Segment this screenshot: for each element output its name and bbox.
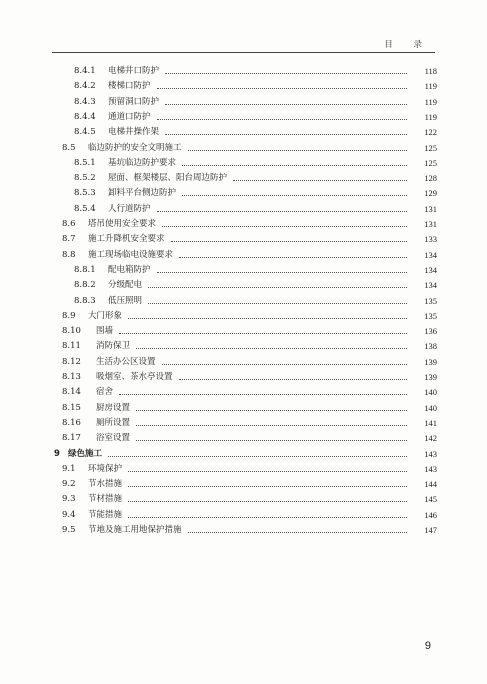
- toc-leader-dots: [165, 121, 407, 135]
- toc-entry-number: 8.17: [62, 433, 81, 444]
- toc-leader-dots: [179, 366, 407, 380]
- toc-entry-number: 8.15: [62, 402, 81, 413]
- toc-entry-title: 宿舍: [96, 387, 114, 398]
- toc-leader-dots: [136, 412, 407, 426]
- toc-entry-page: 142: [424, 433, 437, 444]
- toc-entry-number: 8.14: [62, 387, 81, 398]
- toc-leader-dots: [171, 228, 407, 242]
- toc-entry[interactable]: [0, 523, 487, 537]
- toc-entry-number: 8.4.3: [74, 96, 96, 107]
- toc-entry-number: 8.5.2: [74, 173, 96, 184]
- toc-entry-page: 128: [424, 173, 437, 184]
- toc-leader-dots: [128, 473, 407, 487]
- toc-entry-title: 绿色施工: [68, 448, 103, 459]
- toc-entry-number: 8.8.1: [74, 264, 96, 275]
- toc-entry-number: 8.4.4: [74, 111, 96, 122]
- toc-entry-title: 低压照明: [108, 295, 143, 306]
- toc-leader-dots: [128, 305, 407, 319]
- toc-leader-dots: [188, 519, 407, 533]
- toc-entry-page: 138: [424, 341, 437, 352]
- toc-entry-page: 131: [424, 219, 437, 229]
- toc-entry-page: 147: [424, 525, 437, 535]
- toc-entry-title: 电梯井口防护: [108, 66, 160, 76]
- toc-entry-page: 140: [424, 402, 437, 413]
- toc-entry-title: 基坑临边防护要求: [108, 157, 177, 168]
- toc-entry-page: 136: [424, 326, 437, 337]
- toc-entry-page: 145: [424, 494, 437, 505]
- toc-entry-title: 电梯井操作架: [108, 127, 160, 138]
- toc-entry-number: 9.2: [62, 479, 76, 490]
- toc-entry-page: 134: [424, 264, 437, 275]
- header-title: 目 录: [384, 40, 431, 50]
- toc-entry-title: 临边防护的安全文明施工: [88, 142, 182, 153]
- toc-entry-page: 125: [424, 157, 437, 168]
- toc-entry-page: 135: [424, 310, 437, 321]
- toc-leader-dots: [148, 290, 407, 304]
- toc-entry-title: 节能措施: [88, 509, 123, 520]
- toc-entry-title: 环境保护: [88, 463, 123, 474]
- toc-entry-title: 节水措施: [88, 479, 123, 490]
- toc-leader-dots: [136, 427, 407, 441]
- toc-entry-page: 144: [424, 479, 437, 490]
- toc-entry-page: 143: [424, 463, 437, 474]
- toc-entry-number: 8.4.1: [74, 66, 96, 76]
- toc-leader-dots: [179, 244, 407, 258]
- toc-entry-title: 节地及施工用地保护措施: [88, 525, 182, 535]
- toc-entry-number: 9: [54, 448, 60, 459]
- toc-leader-dots: [157, 198, 407, 212]
- toc-entry-title: 卸料平台侧边防护: [108, 188, 177, 199]
- toc-entry-title: 吸烟室、茶水亭设置: [96, 372, 173, 382]
- toc-entry-title: 生活办公区设置: [96, 356, 156, 367]
- toc-entry-page: 135: [424, 295, 437, 306]
- toc-entry-number: 8.5.3: [74, 188, 96, 199]
- toc-entry-title: 人行道防护: [108, 203, 151, 214]
- toc-entry-number: 8.6: [62, 219, 76, 229]
- toc-entry-number: 8.12: [62, 356, 81, 367]
- toc-entry-number: 8.13: [62, 372, 81, 382]
- toc-entry-page: 119: [424, 111, 437, 122]
- toc-entry-title: 节材措施: [88, 494, 123, 505]
- toc-entry-page: 140: [424, 387, 437, 398]
- toc-entry-page: 119: [424, 81, 437, 92]
- toc-entry-title: 屋面、框架楼层、阳台周边防护: [108, 173, 228, 184]
- toc-leader-dots: [162, 351, 407, 365]
- toc-entry-page: 139: [424, 356, 437, 367]
- toc-entry-title: 大门形象: [88, 310, 123, 321]
- toc-entry-page: 139: [424, 372, 437, 382]
- header-rule: [52, 52, 435, 53]
- toc-leader-dots: [188, 137, 407, 151]
- toc-leader-dots: [233, 167, 407, 181]
- toc-entry-page: 119: [424, 96, 437, 107]
- toc-entry-number: 8.8: [62, 249, 76, 260]
- toc-entry-number: 8.8.3: [74, 295, 96, 306]
- toc-leader-dots: [157, 259, 407, 273]
- toc-entry-number: 9.3: [62, 494, 76, 505]
- toc-entry-title: 通道口防护: [108, 111, 151, 122]
- toc-entry-number: 8.11: [62, 341, 81, 352]
- toc-entry-number: 8.4.2: [74, 81, 96, 92]
- toc-entry-title: 塔吊使用安全要求: [88, 219, 157, 229]
- toc-entry-page: 143: [424, 448, 437, 459]
- toc-entry-title: 分级配电: [108, 280, 143, 291]
- toc-leader-dots: [108, 443, 407, 457]
- toc-entry-number: 8.7: [62, 234, 76, 245]
- toc-entry-number: 9.1: [62, 463, 76, 474]
- toc-entry-title: 楼梯口防护: [108, 81, 151, 92]
- toc-entry-title: 配电箱防护: [108, 264, 151, 275]
- toc-leader-dots: [128, 458, 407, 472]
- toc-leader-dots: [148, 274, 407, 288]
- toc-entry-number: 8.5.4: [74, 203, 96, 214]
- toc-entry-page: 133: [424, 234, 437, 245]
- toc-entry-title: 消防保卫: [96, 341, 131, 352]
- toc-entry-page: 134: [424, 249, 437, 260]
- toc-entry-page: 134: [424, 280, 437, 291]
- toc-leader-dots: [165, 60, 407, 74]
- toc-entry-page: 125: [424, 142, 437, 153]
- toc-entry-number: 8.4.5: [74, 127, 96, 138]
- toc-leader-dots: [128, 504, 407, 518]
- toc-leader-dots: [136, 397, 407, 411]
- toc-leader-dots: [128, 488, 407, 502]
- toc-leader-dots: [157, 106, 407, 120]
- toc-entry-number: 9.4: [62, 509, 76, 520]
- toc-entry-page: 131: [424, 203, 437, 214]
- toc-entry-number: 8.16: [62, 417, 81, 428]
- toc-entry-title: 施工升降机安全要求: [88, 234, 165, 245]
- toc-leader-dots: [119, 381, 407, 395]
- page-number: 9: [424, 640, 431, 652]
- toc-leader-dots: [136, 335, 407, 349]
- toc-entry-number: 9.5: [62, 525, 76, 535]
- toc-entry-number: 8.8.2: [74, 280, 96, 291]
- toc-entry-page: 129: [424, 188, 437, 199]
- toc-entry-number: 8.10: [62, 326, 81, 337]
- toc-entry-number: 8.5.1: [74, 157, 96, 168]
- toc-leader-dots: [182, 152, 407, 166]
- toc-entry-title: 厕所设置: [96, 417, 131, 428]
- toc-leader-dots: [119, 320, 407, 334]
- toc-entry-title: 厨房设置: [96, 402, 131, 413]
- toc-entry-title: 施工现场临电设施要求: [88, 249, 174, 260]
- toc-entry-number: 8.5: [62, 142, 76, 153]
- toc-entry-page: 141: [424, 417, 437, 428]
- toc-entry-title: 浴室设置: [96, 433, 131, 444]
- toc-leader-dots: [165, 91, 407, 105]
- toc-entry-page: 122: [424, 127, 437, 138]
- toc-entry-page: 146: [424, 509, 437, 520]
- toc-leader-dots: [157, 75, 407, 89]
- toc-leader-dots: [182, 182, 407, 196]
- toc-entry-title: 围墙: [96, 326, 114, 337]
- toc-entry-number: 8.9: [62, 310, 76, 321]
- toc-entry-title: 预留洞口防护: [108, 96, 160, 107]
- toc-leader-dots: [162, 213, 407, 227]
- toc-entry-page: 118: [424, 66, 437, 76]
